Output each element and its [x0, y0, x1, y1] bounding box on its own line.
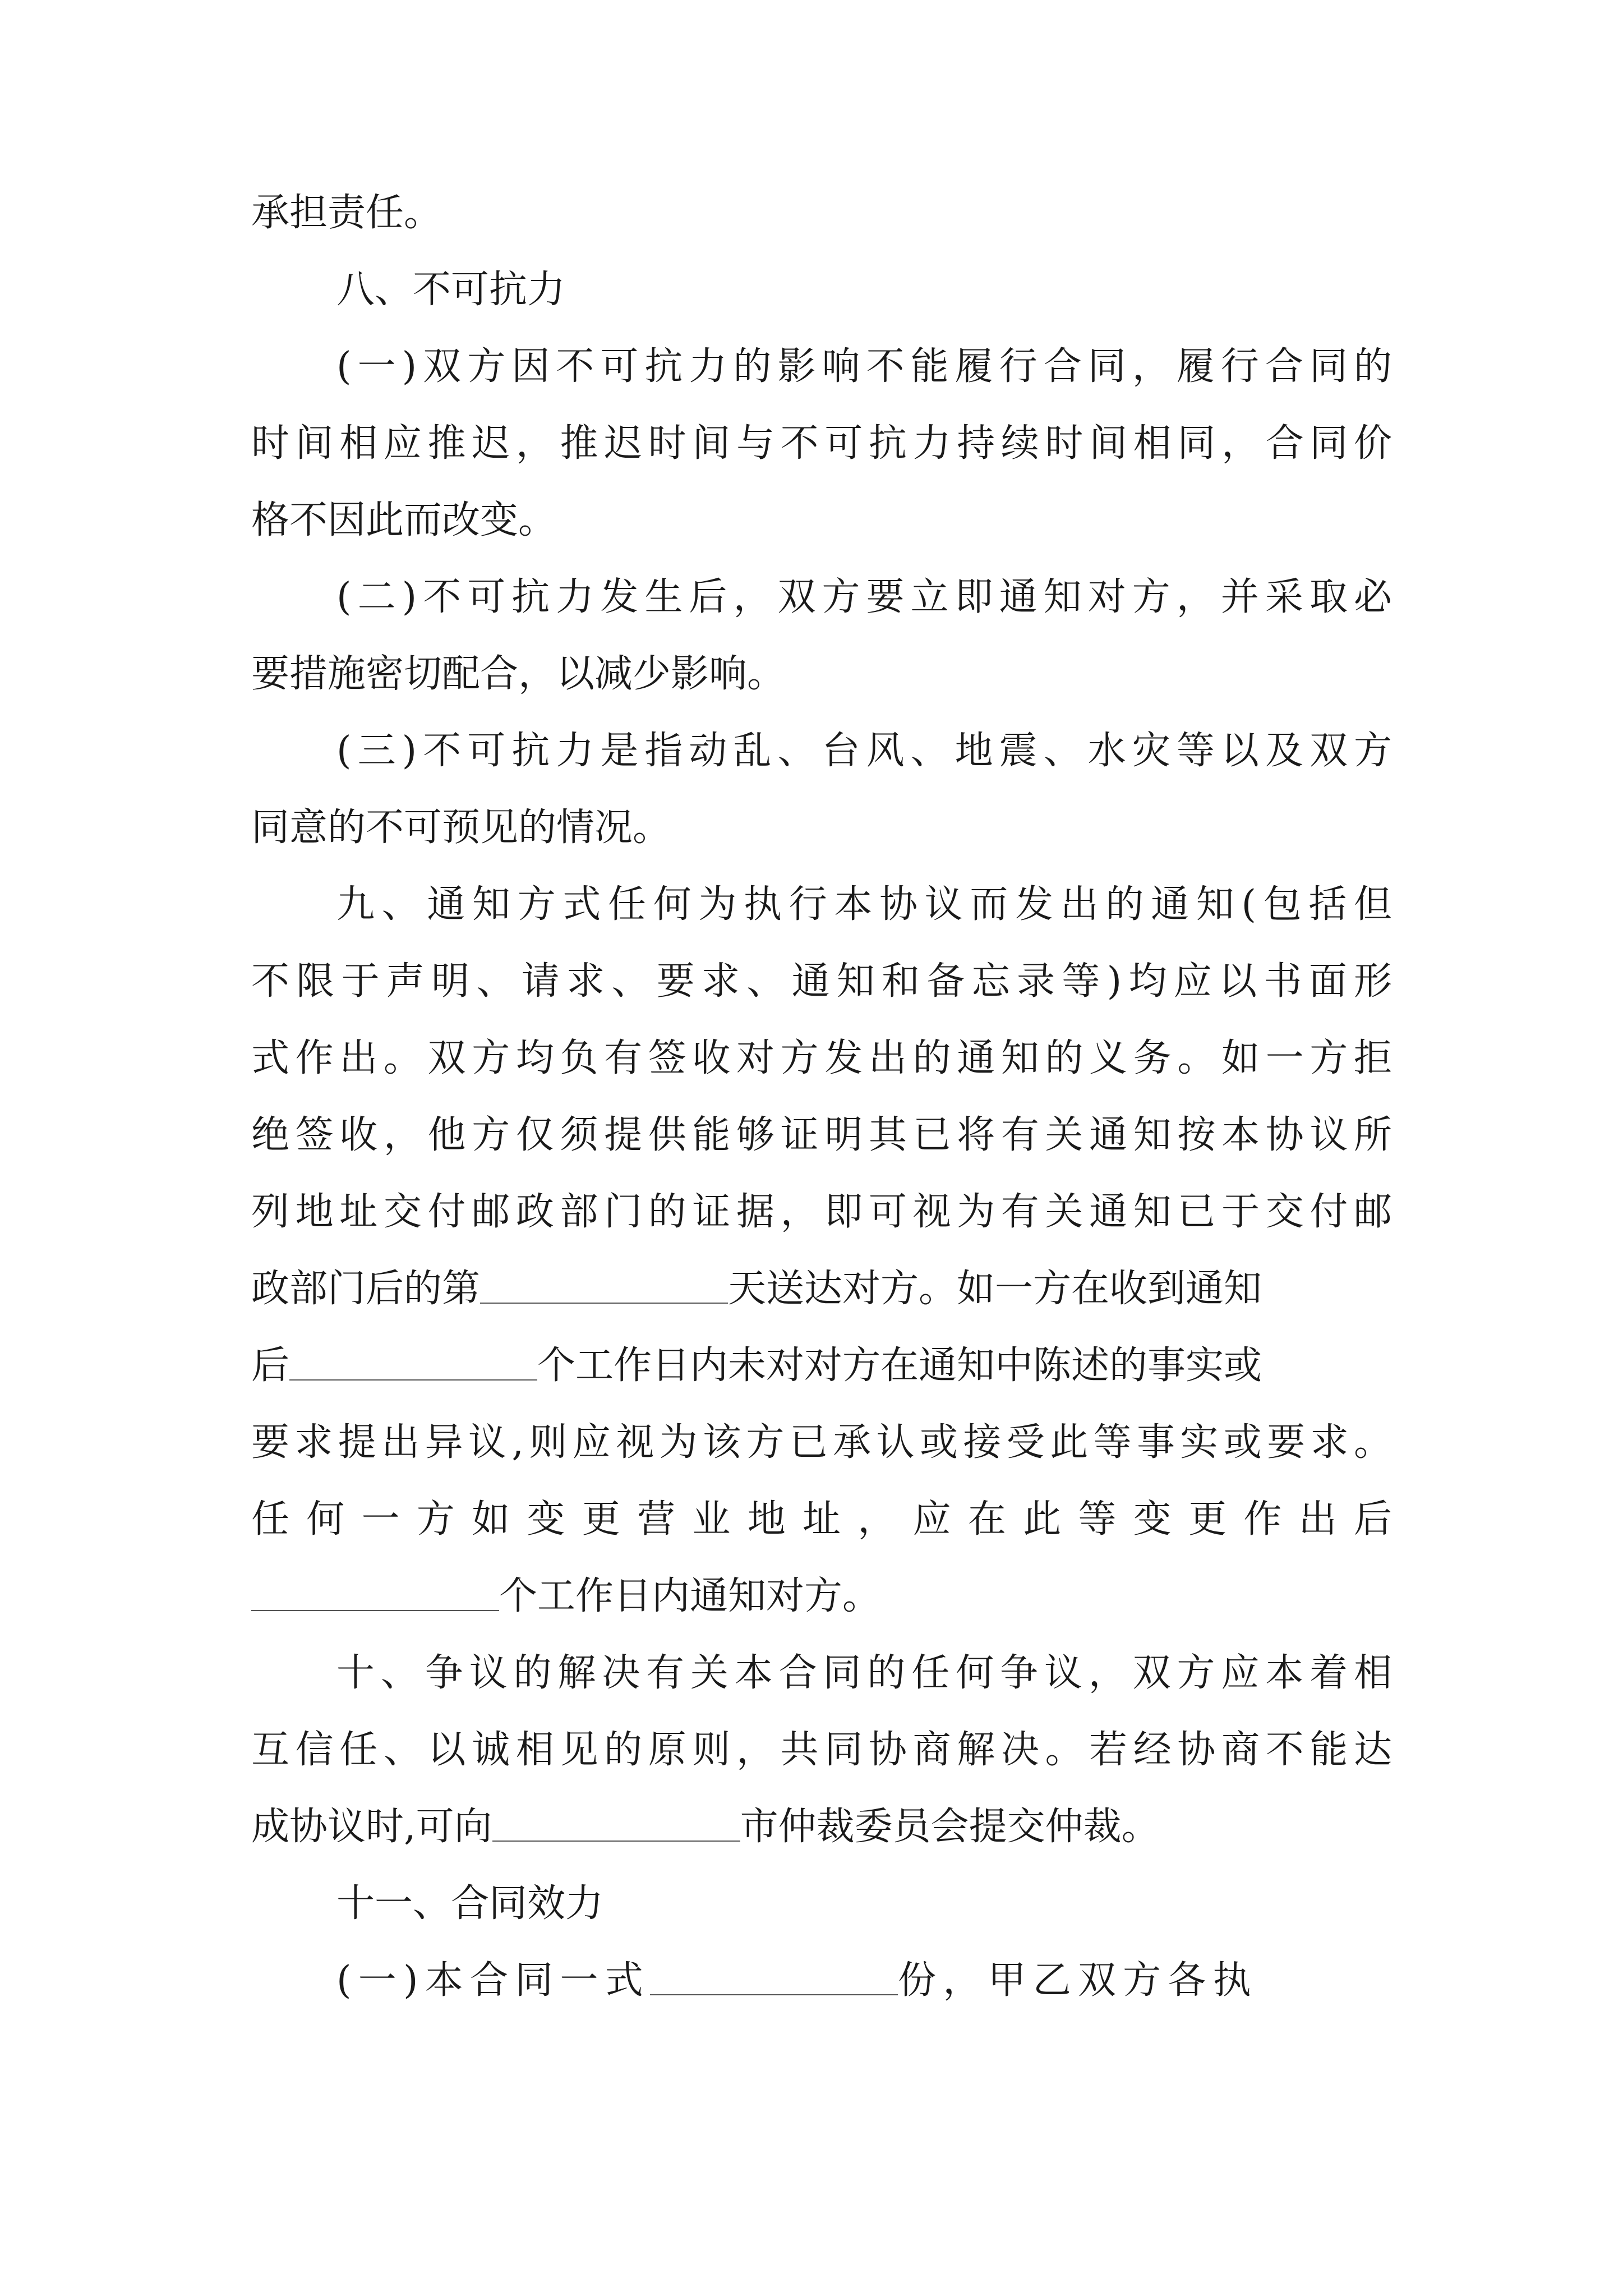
paragraph-line: (三)不可抗力是指动乱、台风、地震、水灾等以及双方: [336, 729, 1392, 773]
paragraph-line: [251, 1261, 1392, 1317]
paragraph-line: 式作出。双方均负有签收对方发出的通知的义务。如一方拒: [251, 1036, 1392, 1080]
text-fragment: 天送达对方。如一方在收到通知: [728, 1267, 1262, 1311]
text-fragment: 成协议时,可向: [251, 1805, 492, 1849]
text-fragment: 个工作日内通知对方。: [499, 1574, 881, 1618]
fill-in-blank[interactable]: [480, 1269, 728, 1304]
fill-in-blank[interactable]: [492, 1807, 740, 1842]
paragraph-line: 十、争议的解决有关本合同的任何争议，双方应本着相: [336, 1651, 1392, 1695]
fill-in-blank[interactable]: [650, 1961, 898, 1995]
paragraph-line: 互信任、以诚相见的原则，共同协商解决。若经协商不能达: [251, 1728, 1392, 1772]
paragraph-line: (一)双方因不可抗力的影响不能履行合同，履行合同的: [336, 344, 1392, 389]
text-fragment: 市仲裁委员会提交仲裁。: [740, 1805, 1160, 1849]
paragraph-line: 同意的不可预见的情况。: [251, 806, 671, 850]
paragraph-line: [251, 1799, 1392, 1855]
paragraph-line: 绝签收，他方仅须提供能够证明其已将有关通知按本协议所: [251, 1113, 1392, 1157]
paragraph-line: 任何一方如变更营业地址，应在此等变更作出后: [251, 1497, 1392, 1542]
paragraph-line: [251, 1568, 1392, 1625]
paragraph-line: 要措施密切配合，以减少影响。: [251, 652, 786, 696]
text-fragment: 个工作日内未对对方在通知中陈述的事实或: [537, 1343, 1262, 1388]
fill-in-blank[interactable]: [251, 1576, 499, 1611]
paragraph-line: [251, 1338, 1392, 1394]
paragraph-line: 要求提出异议,则应视为该方已承认或接受此等事实或要求。: [251, 1420, 1392, 1465]
text-fragment: (一)本合同一式: [336, 1958, 650, 2003]
fill-in-blank[interactable]: [289, 1346, 537, 1381]
text-fragment: 政部门后的第: [251, 1267, 481, 1311]
paragraph-line: [336, 1953, 1392, 2009]
text-fragment: 份，甲乙双方各执: [897, 1958, 1258, 2003]
paragraph-line: (二)不可抗力发生后，双方要立即通知对方，并采取必: [336, 575, 1392, 619]
paragraph-line: 格不因此而改变。: [251, 498, 557, 542]
paragraph-line: 九、通知方式任何为执行本协议而发出的通知(包括但: [336, 882, 1392, 927]
section-heading: 十一、合同效力: [336, 1881, 604, 1926]
paragraph-line: 列地址交付邮政部门的证据，即可视为有关通知已于交付邮: [251, 1190, 1392, 1234]
text-fragment: 后: [251, 1343, 290, 1388]
paragraph-line: 时间相应推迟，推迟时间与不可抗力持续时间相同，合同价: [251, 421, 1392, 466]
section-heading: 八、不可抗力: [336, 268, 566, 312]
paragraph-line: 不限于声明、请求、要求、通知和备忘录等)均应以书面形: [251, 959, 1392, 1004]
paragraph-line: 承担责任。: [251, 191, 442, 235]
